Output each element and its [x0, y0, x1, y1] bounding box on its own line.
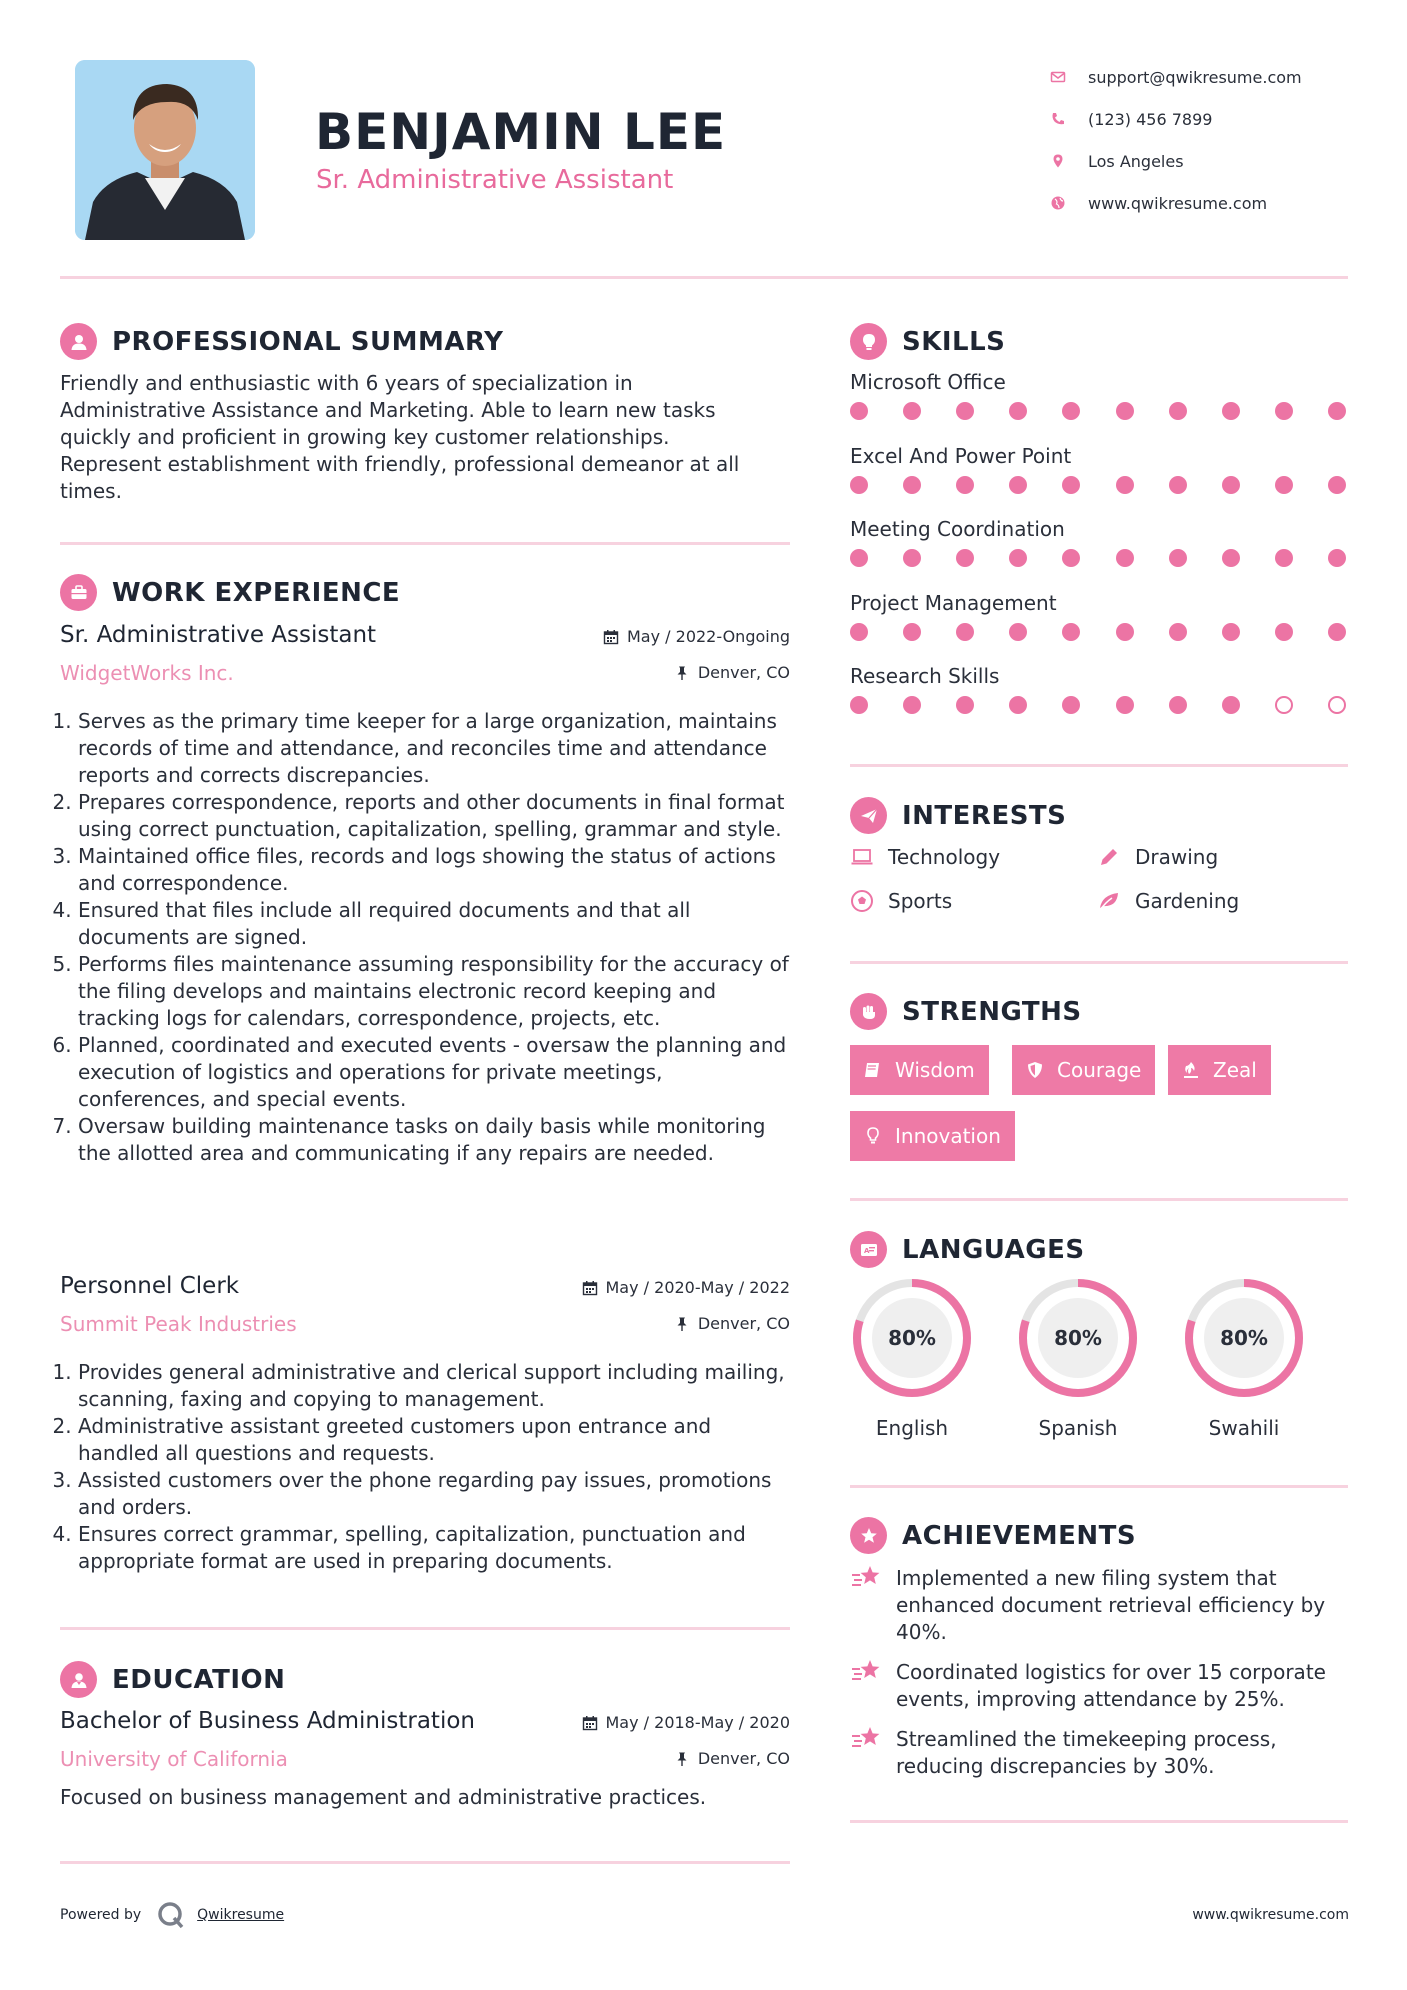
- interest-label: Gardening: [1135, 889, 1240, 913]
- education-title: EDUCATION: [112, 1664, 286, 1695]
- contact-phone[interactable]: [1050, 98, 1380, 140]
- header-divider: [60, 276, 1348, 279]
- job-company: Summit Peak Industries: [60, 1312, 297, 1336]
- graduate-icon: [60, 1661, 97, 1698]
- interest-technology: [850, 845, 1000, 869]
- leaf-icon: [1097, 889, 1121, 913]
- rating-dot-filled: [1328, 402, 1346, 420]
- skill-name: Research Skills: [850, 664, 1000, 688]
- calendar-icon: [582, 1715, 598, 1731]
- rating-dot-filled: [850, 476, 868, 494]
- skill-name: Microsoft Office: [850, 370, 1006, 394]
- shield-icon: [1025, 1060, 1045, 1080]
- job-date-text: May / 2022-Ongoing: [627, 627, 790, 646]
- rating-dot-filled: [1116, 696, 1134, 714]
- rating-dot-filled: [1009, 696, 1027, 714]
- summary-header: [60, 323, 503, 360]
- strength-chip-wisdom: [850, 1045, 989, 1095]
- education-description: Focused on business management and administrative practices.: [60, 1785, 707, 1809]
- rating-dot-filled: [1169, 623, 1187, 641]
- rating-dot-filled: [956, 696, 974, 714]
- section-divider: [850, 961, 1348, 964]
- job-title: Sr. Administrative Assistant: [60, 622, 377, 648]
- list-item: 4. Ensured that files include all required documents and that all documents are signed.: [78, 897, 790, 951]
- candidate-name: BENJAMIN LEE: [315, 103, 727, 161]
- footer-powered-by: [60, 1899, 284, 1931]
- job-date: [603, 627, 790, 646]
- strength-label: Innovation: [895, 1124, 1001, 1148]
- language-item: [1182, 1276, 1306, 1440]
- list-item: 1. Provides general administrative and clerical support including mailing, scanning, faxing and copying to management.: [78, 1359, 790, 1413]
- phone-icon: [1050, 111, 1088, 127]
- shooting-star-icon: [850, 1563, 884, 1593]
- interest-sports: [850, 889, 952, 913]
- section-divider: [60, 1861, 790, 1864]
- list-item: 2. Prepares correspondence, reports and other documents in final format using correct punctuation, capitalization, spelling, grammar and style.: [78, 789, 790, 843]
- job-location-text: Denver, CO: [697, 1314, 790, 1333]
- education-entry: [60, 1708, 790, 1811]
- rating-dot-filled: [1222, 402, 1240, 420]
- rating-dot-filled: [850, 549, 868, 567]
- rating-dot-filled: [1062, 402, 1080, 420]
- user-icon: [60, 323, 97, 360]
- skills-header: [850, 323, 1005, 360]
- language-item: [1016, 1276, 1140, 1440]
- summary-line: times.: [60, 479, 122, 503]
- contact-email[interactable]: [1050, 56, 1380, 98]
- job-title: Personnel Clerk: [60, 1273, 240, 1299]
- rating-dot-filled: [1328, 476, 1346, 494]
- rating-dot-filled: [1116, 402, 1134, 420]
- job-entry-1: [60, 622, 790, 1167]
- interest-label: Sports: [888, 889, 953, 913]
- rating-dot-filled: [1116, 476, 1134, 494]
- skill-rating: [850, 549, 1350, 569]
- strength-chip-zeal: [1168, 1045, 1271, 1095]
- language-name: English: [875, 1416, 949, 1440]
- language-card-icon: [850, 1231, 887, 1268]
- skill-rating: [850, 402, 1350, 422]
- book-icon: [863, 1060, 883, 1080]
- languages-header: [850, 1231, 1085, 1268]
- rating-dot-filled: [1328, 549, 1346, 567]
- job-date: [582, 1278, 791, 1297]
- list-item: 3. Maintained office files, records and logs showing the status of actions and correspondence.: [78, 843, 790, 897]
- rating-dot-filled: [1062, 623, 1080, 641]
- mail-icon: [1050, 69, 1088, 85]
- language-percent: 80%: [1220, 1326, 1268, 1350]
- degree-title: Bachelor of Business Administration: [60, 1708, 475, 1734]
- svg-text:A: A: [863, 1246, 869, 1255]
- language-progress-ring: [850, 1276, 974, 1400]
- list-item: 1. Serves as the primary time keeper for a large organization, maintains records of time and attendance, and reconciles time and attendance reports and corrects discrepancies.: [78, 708, 790, 789]
- list-item: 4. Ensures correct grammar, spelling, capitalization, punctuation and appropriate format are used in preparing documents.: [78, 1521, 790, 1575]
- rating-dot-empty: [1275, 696, 1293, 714]
- interests-title: INTERESTS: [902, 800, 1067, 831]
- skill-name: Excel And Power Point: [850, 443, 1072, 468]
- powered-by-text: Powered by: [60, 1907, 142, 1923]
- skill-rating: [850, 476, 1350, 496]
- rating-dot-filled: [1062, 476, 1080, 494]
- language-name: Swahili: [1208, 1416, 1280, 1440]
- globe-icon: [1050, 195, 1088, 211]
- contact-website-text: www.qwikresume.com: [1088, 193, 1268, 213]
- rating-dot-filled: [1169, 696, 1187, 714]
- rating-dot-filled: [1009, 402, 1027, 420]
- rating-dot-filled: [1222, 549, 1240, 567]
- star-badge-icon: [850, 1517, 887, 1554]
- rating-dot-filled: [1222, 476, 1240, 494]
- rating-dot-filled: [1222, 696, 1240, 714]
- pushpin-icon: [674, 1751, 690, 1767]
- rating-dot-filled: [903, 623, 921, 641]
- job-bullets: [60, 708, 790, 1167]
- skill-name: Meeting Coordination: [850, 517, 1065, 541]
- job-location: [674, 1314, 790, 1333]
- school-name: University of California: [60, 1747, 288, 1771]
- summary-line: Represent establishment with friendly, professional demeanor at all: [60, 452, 740, 476]
- skill-rating: [850, 696, 1350, 716]
- contact-location: [1050, 140, 1380, 182]
- list-item: 2. Administrative assistant greeted customers upon entrance and handled all questions and requests.: [78, 1413, 790, 1467]
- interest-gardening: [1097, 889, 1239, 913]
- rating-dot-filled: [956, 623, 974, 641]
- strength-label: Zeal: [1213, 1058, 1257, 1082]
- rating-dot-filled: [1009, 623, 1027, 641]
- skill-item: [850, 370, 1350, 422]
- rating-dot-empty: [1328, 696, 1346, 714]
- pushpin-icon: [674, 1316, 690, 1332]
- language-percent: 80%: [888, 1326, 936, 1350]
- rating-dot-filled: [1116, 549, 1134, 567]
- list-item: 3. Assisted customers over the phone regarding pay issues, promotions and orders.: [78, 1467, 790, 1521]
- skill-item: [850, 664, 1350, 716]
- strength-chip-courage: [1012, 1045, 1155, 1095]
- qwikresume-logo-icon: [155, 1899, 187, 1931]
- calendar-icon: [582, 1280, 598, 1296]
- shooting-star-icon: [850, 1724, 884, 1754]
- rating-dot-filled: [956, 402, 974, 420]
- job-location-text: Denver, CO: [697, 663, 790, 682]
- rating-dot-filled: [1009, 476, 1027, 494]
- strength-label: Wisdom: [895, 1058, 975, 1082]
- list-item: 7. Oversaw building maintenance tasks on daily basis while monitoring the allotted area and communicating if any repairs are needed.: [78, 1113, 790, 1167]
- job-company: WidgetWorks Inc.: [60, 661, 234, 685]
- soccer-ball-icon: [850, 889, 874, 913]
- location-pin-icon: [1050, 153, 1088, 169]
- rating-dot-filled: [1169, 402, 1187, 420]
- summary-title: PROFESSIONAL SUMMARY: [112, 326, 504, 357]
- skill-item: [850, 591, 1350, 643]
- rating-dot-filled: [1062, 549, 1080, 567]
- rating-dot-filled: [850, 402, 868, 420]
- languages-title: LANGUAGES: [902, 1234, 1085, 1265]
- skill-item: [850, 444, 1350, 496]
- skill-name: Project Management: [850, 590, 1057, 615]
- experience-header: [60, 574, 400, 611]
- interest-label: Drawing: [1135, 845, 1219, 869]
- language-progress-ring: [1016, 1276, 1140, 1400]
- rating-dot-filled: [1222, 623, 1240, 641]
- briefcase-icon: [60, 574, 97, 611]
- contact-phone-text: (123) 456 7899: [1088, 109, 1213, 129]
- flame-icon: [1181, 1060, 1201, 1080]
- rating-dot-filled: [903, 402, 921, 420]
- language-percent: 80%: [1054, 1326, 1102, 1350]
- contact-website[interactable]: [1050, 182, 1380, 224]
- rating-dot-filled: [1275, 402, 1293, 420]
- achievement-text: Streamlined the timekeeping process, reducing discrepancies by 30%.: [896, 1727, 1277, 1778]
- shooting-star-icon: [850, 1657, 884, 1687]
- achievement-text: Coordinated logistics for over 15 corporate events, improving attendance by 25%.: [896, 1660, 1326, 1711]
- education-date: [582, 1713, 791, 1732]
- section-divider: [850, 1820, 1348, 1823]
- rating-dot-filled: [1116, 623, 1134, 641]
- strength-chip-innovation: [850, 1111, 1015, 1161]
- rating-dot-filled: [903, 696, 921, 714]
- rating-dot-filled: [1275, 476, 1293, 494]
- pushpin-icon: [674, 665, 690, 681]
- skill-item: [850, 517, 1350, 569]
- rating-dot-filled: [1169, 476, 1187, 494]
- job-entry-2: [60, 1273, 790, 1575]
- fist-icon: [850, 993, 887, 1030]
- footer-url[interactable]: www.qwikresume.com: [1192, 1907, 1349, 1923]
- skill-rating: [850, 623, 1350, 643]
- lightbulb-icon: [863, 1126, 883, 1146]
- calendar-icon: [603, 629, 619, 645]
- paper-plane-icon: [850, 797, 887, 834]
- summary-line: quickly and proficient in growing key customer relationships.: [60, 425, 670, 449]
- rating-dot-filled: [956, 549, 974, 567]
- section-divider: [850, 764, 1348, 767]
- rating-dot-filled: [1275, 623, 1293, 641]
- education-location: [674, 1749, 790, 1768]
- strengths-header: [850, 993, 1082, 1030]
- interest-label: Technology: [888, 845, 1001, 869]
- achievement-item: [850, 1565, 1360, 1646]
- rating-dot-filled: [1062, 696, 1080, 714]
- experience-title: WORK EXPERIENCE: [112, 577, 401, 608]
- section-divider: [60, 542, 790, 545]
- summary-line: Administrative Assistance and Marketing. Able to learn new tasks: [60, 398, 716, 422]
- section-divider: [60, 1627, 790, 1630]
- achievement-text: Implemented a new filing system that enhanced document retrieval efficiency by 40%.: [896, 1566, 1326, 1644]
- laptop-icon: [850, 845, 874, 869]
- section-divider: [850, 1198, 1348, 1201]
- strengths-title: STRENGTHS: [902, 996, 1082, 1027]
- rating-dot-filled: [903, 476, 921, 494]
- candidate-role: Sr. Administrative Assistant: [316, 165, 674, 195]
- pencil-icon: [1097, 845, 1121, 869]
- rating-dot-filled: [956, 476, 974, 494]
- summary-line: Friendly and enthusiastic with 6 years of specialization in: [60, 371, 633, 395]
- achievement-item: [850, 1726, 1360, 1780]
- interests-header: [850, 797, 1066, 834]
- skills-title: SKILLS: [902, 326, 1006, 357]
- lightbulb-icon: [850, 323, 887, 360]
- language-item: [850, 1276, 974, 1440]
- rating-dot-filled: [850, 623, 868, 641]
- list-item: 5. Performs files maintenance assuming responsibility for the accuracy of the filing develops and maintains electronic record keeping and tracking logs for calendars, correspondence, projects, etc.: [78, 951, 790, 1032]
- rating-dot-filled: [1009, 549, 1027, 567]
- contact-location-text: Los Angeles: [1088, 151, 1184, 171]
- profile-photo: [75, 60, 255, 240]
- strength-label: Courage: [1057, 1058, 1142, 1082]
- contact-list: [1050, 56, 1380, 224]
- job-location: [674, 663, 790, 682]
- rating-dot-filled: [1328, 623, 1346, 641]
- rating-dot-filled: [1275, 549, 1293, 567]
- contact-email-text: support@qwikresume.com: [1088, 67, 1302, 87]
- qwikresume-link[interactable]: Qwikresume: [197, 1907, 285, 1923]
- section-divider: [850, 1485, 1348, 1488]
- language-name: Spanish: [1038, 1416, 1118, 1440]
- job-date-text: May / 2020-May / 2022: [605, 1278, 790, 1297]
- education-header: [60, 1661, 285, 1698]
- rating-dot-filled: [1169, 549, 1187, 567]
- achievements-title: ACHIEVEMENTS: [902, 1520, 1137, 1551]
- interest-drawing: [1097, 845, 1218, 869]
- achievements-header: [850, 1517, 1136, 1554]
- achievement-item: [850, 1659, 1360, 1713]
- summary-text: [60, 370, 790, 505]
- language-progress-ring: [1182, 1276, 1306, 1400]
- list-item: 6. Planned, coordinated and executed events - oversaw the planning and execution of logistics and operations for private meetings, conferences, and special events.: [78, 1032, 790, 1113]
- job-bullets: [60, 1359, 790, 1575]
- rating-dot-filled: [903, 549, 921, 567]
- rating-dot-filled: [850, 696, 868, 714]
- education-location-text: Denver, CO: [697, 1749, 790, 1768]
- education-date-text: May / 2018-May / 2020: [605, 1713, 790, 1732]
